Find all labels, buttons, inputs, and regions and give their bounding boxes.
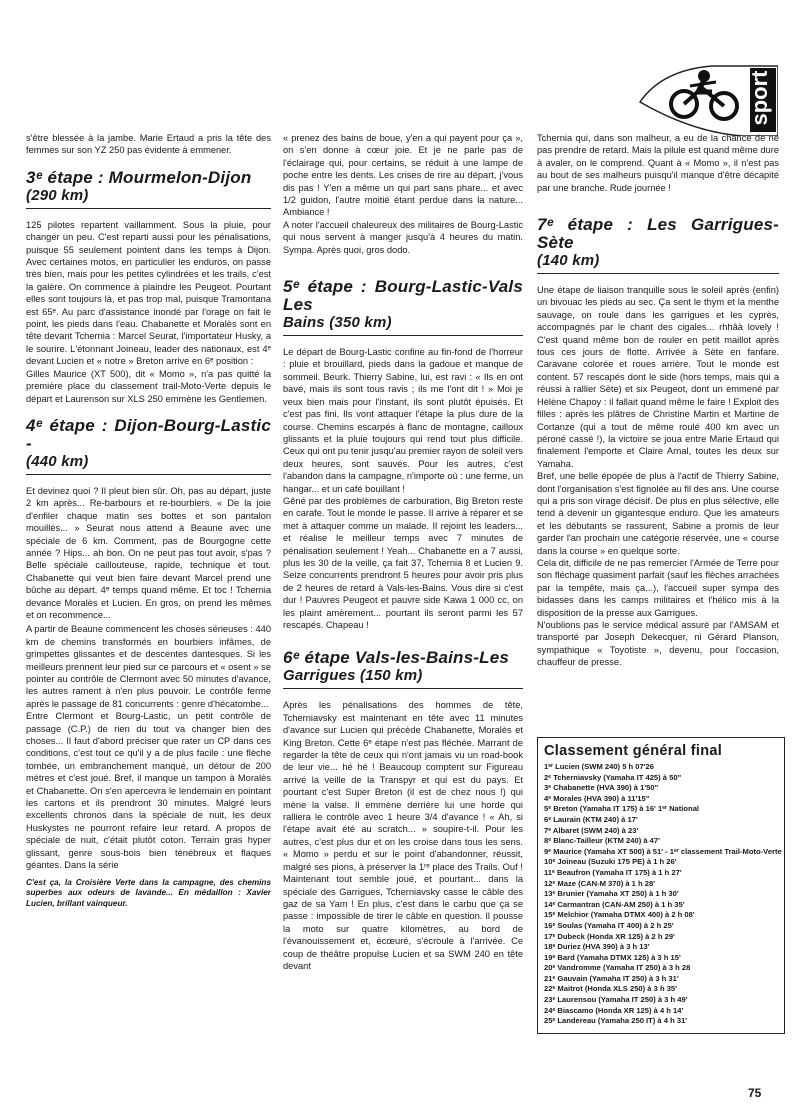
classement-row: 7ᵉ Albaret (SWM 240) à 23' (544, 825, 639, 835)
page-number: 75 (748, 1086, 762, 1100)
etape-3-text: 125 pilotes repartent vaillamment. Sous la pluie, pour changer un peu. C'est reparti aussi pour les pénalisations, puisque 55 seulement pointent dans les temps à Dijon. Avec certaines motos, en particulier les enduros, on passe très bien, mais pour les petites cylindrées et les trails, c'est la galère. On commence à plaindre les Peugeot. Pourtant elles sont toujours là, et pas trop mal, puisque Tramontana est 65ᵉ. Au parc d'assistance inondé par l'orage on fait le point, les pieds dans l'eau. Chabanette et Moralès sont en tête devant Tchernia : Marcel Seurat, l'importateur Husky, a le sourire. L'étonnant Joineau, leader des nationaux, est 4ᵉ devant Lucien et « notre » Breton arrive en 6ᵉ position : Gilles Maurice (XT 500), dit « Momo », n'a pas quitté la première place du classement trail-Moto-Verte depuis le départ et Laurenson sur XLS 250 emmène les Gentlemen. (26, 219, 271, 404)
logo-word: sport (747, 70, 772, 126)
classement-row: 9ᵉ Maurice (Yamaha XT 500) à 51' - 1ᵉʳ classement Trail-Moto-Verte (544, 846, 782, 856)
col2-intro: « prenez des bains de boue, y'en a qui payent pour ça », on s'en donne à cœur joie. Et je ne parle pas de l'éclairage qui, pour certains, se réduit à une lampe de poche entre les dents. Les crises de rire au départ, j'vous dis pas ! Y'en a même un qui part sans phare... et avec 1/2 guidon, l'autre moitié étant perdue dans la nature... Ambiance ! A noter l'accueil chaleureux des militaires de Bourg-Lastic qui nous servent à manger jusqu'à 4 heures du matin. Sympa. Après quoi, gros dodo. (283, 133, 523, 255)
classement-row: 23ᵉ Laurensou (Yamaha IT 250) à 3 h 49' (544, 995, 688, 1005)
heading-etape-6-title: 6ᵉ étape Vals-les-Bains-Les (283, 648, 510, 668)
classement-row: 13ᵉ Brunier (Yamaha XT 250) à 1 h 30' (544, 889, 679, 899)
heading-etape-4-title: 4ᵉ étape : Dijon-Bourg-Lastic - (26, 415, 271, 453)
classement-row: 6ᵉ Laurain (KTM 240) à 17' (544, 814, 638, 824)
heading-etape-4 (26, 417, 271, 475)
heading-etape-3-title: 3ᵉ étape : Mourmelon-Dijon (26, 167, 252, 187)
col3-intro: Tchernia qui, dans son malheur, a eu de la chance de ne pas prendre de retard. Mais la pilule est quand même dure à avaler, on le comprend. Quant à « Momo », il n'est pas au bout de ses malheurs puisqu'il manque d'être décapité par une branche. Rude journée ! (537, 133, 779, 193)
heading-etape-6-sub: Garrigues (150 km) (283, 667, 423, 685)
classement-row: 8ᵉ Blanc-Tailleur (KTM 240) à 47' (544, 836, 660, 846)
classement-row: 16ᵉ Soulas (Yamaha IT 400) à 2 h 25' (544, 920, 674, 930)
classement-row: 14ᵉ Carmantran (CAN-AM 250) à 1 h 35' (544, 899, 685, 909)
classement-row: 18ᵉ Duriez (HVA 390) à 3 h 13' (544, 942, 650, 952)
heading-etape-7 (537, 216, 779, 274)
classement-row: 10ᵉ Joineau (Suzuki 175 PE) à 1 h 26' (544, 857, 677, 867)
classement-row: 2ᵉ Tcherniavsky (Yamaha IT 425) à 50" (544, 772, 682, 782)
etape-6-text: Après les pénalisations des hommes de tête, Tcherniavsky est maintenant en tête avec 11 minutes d'avance sur Lucien qui précède Chabanette, Moralès et King Breton. Cette 6ᵉ étape n'est pas fléchée. Marrant de regarder la tête de ceux qui n'ont jamais vu un road-book de leur vie... hé hé ! Beaucoup comptent sur Figureau arrivé la veille de la Transpyr et qui est du pays. Et pourtant c'est Super Breton (il est de chez nous !) qui mène la valse. Il emmène derrière lui une horde qui ralliera le contrôle avec 1 heure 3/4 d'avance ! « Ah, si l'étape avait été au scratch... » soupire-t-il. Pour les autres, c'est plus dur et on les croise dans tous les sens. « Momo » perdu et sur le point d'abandonner, réussit, malgré ses pions, à préserver la 1ʳᵉ place des Trails. Ouf ! Maintenant tout semble joué, et pourtant... dans la spéciale des Garrigues, Tcherniavsky casse le câble des gaz de sa Yam ! En plus, c'est dans le carbu que ça se passe : impossible de tirer le câble en question. Il pousse la moto sur quatre kilomètres, au bord de l'évanouissement et, écœuré, s'écroule à l'arrivée. Ce coup de théâtre propulse Lucien et sa SWM 240 en tête devant (283, 700, 523, 971)
classement-row: 4ᵉ Morales (HVA 390) à 11'15" (544, 793, 650, 803)
heading-etape-5 (283, 278, 523, 336)
heading-etape-4-sub: (440 km) (26, 452, 89, 470)
heading-etape-6 (283, 649, 523, 689)
heading-etape-5-title: 5ᵉ étape : Bourg-Lastic-Vals Les (283, 277, 523, 315)
classement-row: 21ᵉ Gauvain (Yamaha IT 250) à 3 h 31' (544, 973, 679, 983)
col1-intro: s'être blessée à la jambe. Marie Ertaud a pris la tête des femmes sur son YZ 250 pas évidente à emmener. (26, 133, 271, 156)
classement-row: 22ᵉ Maitrot (Honda XLS 250) à 3 h 35' (544, 984, 677, 994)
column-3 (537, 132, 779, 671)
column-2 (283, 132, 523, 974)
column-1 (26, 132, 271, 909)
heading-etape-7-title: 7ᵉ étape : Les Garrigues-Sète (537, 215, 779, 253)
etape-4-text-b: A partir de Beaune commencent les choses sérieuses : 440 km de chemins transformés en bourbiers infâmes, de grimpettes glissantes et de descentes dantesques. Si les meilleurs prennent leur pied sur ce parcours et « osent » se pointer au contrôle de Clermont avec 50 minutes d'avance, les autres rament à n'en plus pouvoir. Le contrôle ferme après le passage de 81 concurrents : genre d'hécatombe... Entre Clermont et Bourg-Lastic, un petit contrôle de passage (C.P.) de rien du tout va changer bien des choses... Il faut d'abord préciser que rater un CP dans ces conditions, c'est tout ce qu'il y a de plus facile : une flèche tombée, un embranchement manqué, un détour de 200 mètres et c'est joué. Bref, il manque un tampon à Moralès et Chabanette. On s'en apercevra le lendemain en pointant les cartons et ils prendront 30 minutes. Malgré leurs excellents chronos dans la spéciale de nuit, les deux Huskystes ne pourront refaire leur retard. A propos de spéciale de nuit, c'était plutôt coton. Terrain gras hyper glissant, genre sous-bois bien ténébreux et flaques géantes. Dans la série (26, 624, 271, 871)
classement-row: 20ᵉ Vandromme (Yamaha IT 250) à 3 h 28 (544, 963, 691, 973)
classement-row: 12ᵉ Maze (CAN-M 370) à 1 h 28' (544, 878, 656, 888)
classement-general-box (537, 737, 785, 1034)
classement-row: 15ᵉ Melchior (Yamaha DTMX 400) à 2 h 08' (544, 910, 695, 920)
etape-7-text: Une étape de liaison tranquille sous le soleil après (enfin) un bivouac les pieds au sec. Ça sent le thym et la menthe sauvage, on roule dans les garrigues et les cyprès, accompagnés par le chant des cigales... rhhâà lovely ! C'est quand même bon de rouler en petit maillot après tous ces jours de flotte. Arrivée à Sète en fanfare. Caravane colorée et roues arrière. Tout le monde est content. 57 rescapés dont le side (hors temps, mais qui a réussi à rallier Sète) et six Peugeot, dont un emmené par Hélène Chapoy : il fallait quand même le faire ! Exploit des filles : après les plâtres de Christine Martin et Martine de Cortanze (qui a tout de même roulé 400 km avec un péroné cassé !), la victoire se joua entre Marie Ertaud qui finalement l'emporte et Claire Arnal, toutes les deux sur Yamaha. Bref, une belle épopée de plus à l'actif de Thierry Sabine, dont l'organisation s'est fignolée au fil des ans. Une course qui a pris son virage décisif. De plus en plus sélective, elle tend à devenir un gigantesque enduro. Que les amateurs et les débutants se rassurent, Sabine a promis de leur garder l'an prochain une catégorie réservée, une « course dans la course » en quelque sorte. Cela dit, difficile de ne pas remercier l'Armée de Terre pour son fléchage quasiment parfait (sauf les flèches arrachées par la tempête, mais ça...), l'accueil super sympa des bidasses dans les camps militaires et l'hélico mis à la disposition de la presse aux Garrigues. N'oublions pas le service médical assuré par l'AMSAM et transporté par Joseph Dekecquer, ni Gérard Planson, sympathique « Toyotiste », devenu, pour l'occasion, chauffeur de presse. (537, 285, 779, 668)
photo-caption: C'est ça, la Croisière Verte dans la campagne, des chemins superbes aux odeurs de lavande... En médaillon : Xavier Lucien, brillant vainqueur. (26, 877, 271, 908)
classement-row: 25ᵉ Landereau (Yamaha 250 IT) à 4 h 31' (544, 1016, 688, 1026)
classement-row: 24ᵉ Biascamo (Honda XR 125) à 4 h 14' (544, 1005, 684, 1015)
classement-row: 17ᵉ Dubeck (Honda XR 125) à 2 h 29' (544, 931, 675, 941)
classement-row: 3ᵉ Chabanette (HVA 390) à 1'50" (544, 783, 659, 793)
heading-etape-5-sub: Bains (350 km) (283, 314, 392, 332)
etape-4-text-a: Et devinez quoi ? Il pleut bien sûr. Oh, pas au départ, juste 2 km après... Re-barbours et re-bourbiers. « De la joie d'enfiler chaque matin ses bottes et son pantalon mouillés... » Seurat nous attend à Beaune avec une spéciale de 6 km. Comment, pas de Bourgogne cette année ? Hips... ah bon. On ne peut pas tout avoir, s'pas ? Belle spéciale caillouteuse, rapide, technique et tout. Chabanette qui veut bien faire devant Marcel prend une bûche au départ. 4ᵉ temps quand même. Et toc ! Tchernia devance Moralès et Lucien. En gros, on prend les mêmes et on recommence... (26, 485, 271, 620)
classement-row: 5ᵉ Breton (Yamaha IT 175) à 16' 1ᵉʳ National (544, 804, 700, 814)
heading-etape-7-sub: (140 km) (537, 252, 600, 270)
classement-row: 11ᵉ Beaufron (Yamaha IT 175) à 1 h 27' (544, 867, 682, 877)
sport-logo (632, 62, 778, 136)
classement-list (544, 762, 784, 1027)
heading-etape-3 (26, 169, 271, 209)
classement-row: 1ᵉʳ Lucien (SWM 240) 5 h 07'26 (544, 762, 654, 771)
heading-etape-3-sub: (290 km) (26, 186, 89, 204)
classement-row: 19ᵉ Bard (Yamaha DTMX 125) à 3 h 15' (544, 952, 681, 962)
classement-title: Classement général final (544, 743, 723, 759)
etape-5-text: Le départ de Bourg-Lastic confine au fin-fond de l'horreur : pluie et brouillard, pieds dans la gadoue et manque de sommeil. Beurk. Thierry Sabine, lui, est ravi : « Ils en ont bavé, mais ils sont tous ravis ; ils me l'ont dit ! » Moi je veux bien mais pour l'instant, ils sont plutôt épuisés. Et c'est pas fini. Ils vont attaquer l'étape la plus dure de la course. Chemins escarpés à flanc de montagne, cailloux glissants et la pluie toujours qui rend tout plus difficile. Ceux qui ont pu tenir jusqu'au premier rayon de soleil vers deux heures, sont sauvés. Pour les autres, c'est l'abandon dans la campagne, n'importe où : une ferme, un hangar... et un café bouillant ! Gêné par des problèmes de carburation, Big Breton reste en carafe. Tout le monde le passe. Il arrive à réparer et se met à attaquer comme un malade. Il rejoint les leaders... et réalise le meilleur temps avec 7 minutes de pénalisation seulement ! Yeah... Chabanette en a 7 aussi, plus les 30 de la veille, ça fait 37, Tchernia 8 et Lucien 9. Seize concurrents prendront 5 heures pour avoir pris plus de 2 heures de retard à Vals-les-Bains. Vous dire si c'est dur ! Pauvres Peugeot et pauvre side Kawa 1 000 cc, on les plaint amèrement... pourtant ils seront parmi les 57 rescapés. Chapeau ! (283, 347, 523, 630)
